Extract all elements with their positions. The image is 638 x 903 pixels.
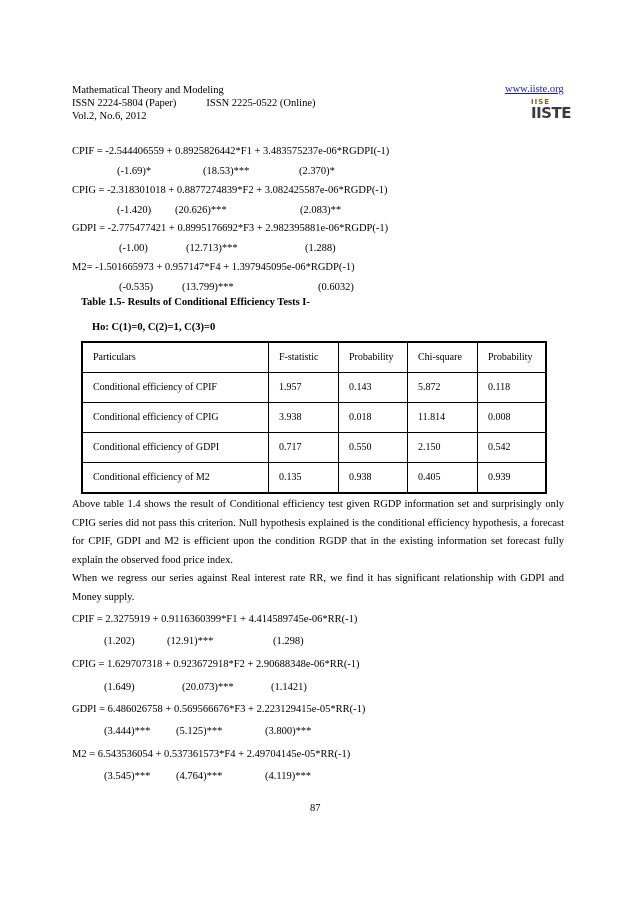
iiste-logo <box>531 98 571 126</box>
t-stat: (18.53)*** <box>203 166 250 177</box>
t-stat: (0.6032) <box>318 282 354 293</box>
t-stat: (-1.69)* <box>117 166 152 177</box>
equation-cpig-rgdp: CPIG = -2.318301018 + 0.8877274839*F2 + 3.082425587e-06*RGDP(-1) <box>72 185 388 196</box>
journal-header <box>72 84 315 123</box>
table-header-cell: Probability <box>478 343 546 373</box>
equation-cpif-rgdp: CPIF = -2.544406559 + 0.8925826442*F1 + 3.483575237e-06*RGDPI(-1) <box>72 146 390 157</box>
journal-title: Mathematical Theory and Modeling <box>72 85 224 96</box>
body-paragraph: Above table 1.4 shows the result of Conditional efficiency test given RGDP information set and surprisingly only CPIG series did not pass this criterion. Null hypothesis explained is the conditional efficiency hypothesis, a forecast for CPIF, GDPI and M2 is efficient upon the condition RGDP that in the existing information set forecast fully explain the observed food price index. <box>72 499 564 566</box>
table-hypothesis: Ho: C(1)=0, C(2)=1, C(3)=0 <box>92 322 216 333</box>
table-cell: 2.150 <box>408 433 478 463</box>
table-cell: 1.957 <box>269 373 339 403</box>
t-stat: (20.626)*** <box>175 205 227 216</box>
t-stat: (5.125)*** <box>176 726 223 737</box>
conditional-efficiency-table <box>82 342 546 493</box>
table-cell: 0.143 <box>339 373 408 403</box>
table-cell: 11.814 <box>408 403 478 433</box>
table-cell: 0.550 <box>339 433 408 463</box>
table-title: Table 1.5- Results of Conditional Efficiency Tests I- <box>81 297 310 308</box>
table-header-cell: F-statistic <box>269 343 339 373</box>
table-header-cell: Particulars <box>83 343 269 373</box>
t-stat: (2.370)* <box>299 166 335 177</box>
t-stat: (1.288) <box>305 243 336 254</box>
logo-bottom-text: IISTE <box>531 104 571 122</box>
t-stat: (1.202) <box>104 636 135 647</box>
t-stat: (-0.535) <box>119 282 154 293</box>
table-cell: 0.008 <box>478 403 546 433</box>
table-cell: Conditional efficiency of GDPI <box>83 433 269 463</box>
equation-cpig-rr: CPIG = 1.629707318 + 0.923672918*F2 + 2.90688348e-06*RR(-1) <box>72 659 360 670</box>
table-cell: 3.938 <box>269 403 339 433</box>
table-cell: 0.135 <box>269 463 339 493</box>
table-row <box>83 403 546 433</box>
table-header-cell: Probability <box>339 343 408 373</box>
t-stat: (12.713)*** <box>186 243 238 254</box>
t-stat: (1.298) <box>273 636 304 647</box>
t-stat: (1.1421) <box>271 682 307 693</box>
t-stat: (20.073)*** <box>182 682 234 693</box>
table-header-cell: Chi-square <box>408 343 478 373</box>
t-stat: (4.119)*** <box>265 771 311 782</box>
issn-paper: ISSN 2224-5804 (Paper) <box>72 98 177 109</box>
table-cell: 0.405 <box>408 463 478 493</box>
equation-m2-rgdp: M2= -1.501665973 + 0.957147*F4 + 1.397945095e-06*RGDP(-1) <box>72 262 355 273</box>
table-row <box>83 463 546 493</box>
equation-m2-rr: M2 = 6.543536054 + 0.537361573*F4 + 2.49704145e-05*RR(-1) <box>72 749 351 760</box>
t-stat: (3.444)*** <box>104 726 151 737</box>
volume-info: Vol.2, No.6, 2012 <box>72 111 147 122</box>
table-row <box>83 433 546 463</box>
table-cell: Conditional efficiency of M2 <box>83 463 269 493</box>
t-stat: (2.083)** <box>300 205 342 216</box>
body-paragraph: When we regress our series against Real interest rate RR, we find it has significant relationship with GDPI and Money supply. <box>72 573 564 603</box>
t-stat: (13.799)*** <box>182 282 234 293</box>
t-stat: (-1.00) <box>119 243 148 254</box>
equation-cpif-rr: CPIF = 2.3275919 + 0.9116360399*F1 + 4.414589745e-06*RR(-1) <box>72 614 358 625</box>
logo-top-text: IISE <box>531 98 551 106</box>
table-cell: 0.939 <box>478 463 546 493</box>
page-number: 87 <box>310 803 321 814</box>
table-cell: 0.018 <box>339 403 408 433</box>
table-cell: 0.717 <box>269 433 339 463</box>
table-cell: 5.872 <box>408 373 478 403</box>
table-cell: Conditional efficiency of CPIG <box>83 403 269 433</box>
table-cell: Conditional efficiency of CPIF <box>83 373 269 403</box>
issn-line <box>72 97 315 110</box>
t-stat: (1.649) <box>104 682 135 693</box>
t-stat: (3.545)*** <box>104 771 151 782</box>
t-stat: (12.91)*** <box>167 636 214 647</box>
journal-url-link[interactable]: www.iiste.org <box>505 84 564 95</box>
table-cell: 0.542 <box>478 433 546 463</box>
equation-gdpi-rgdp: GDPI = -2.775477421 + 0.8995176692*F3 + 2.982395881e-06*RGDP(-1) <box>72 223 389 234</box>
t-stat: (3.800)*** <box>265 726 312 737</box>
table-header-row <box>83 343 546 373</box>
t-stat: (4.764)*** <box>176 771 223 782</box>
table-cell: 0.938 <box>339 463 408 493</box>
equation-gdpi-rr: GDPI = 6.486026758 + 0.569566676*F3 + 2.223129415e-05*RR(-1) <box>72 704 366 715</box>
table-cell: 0.118 <box>478 373 546 403</box>
t-stat: (-1.420) <box>117 205 152 216</box>
table-row <box>83 373 546 403</box>
issn-online: ISSN 2225-0522 (Online) <box>206 98 316 109</box>
